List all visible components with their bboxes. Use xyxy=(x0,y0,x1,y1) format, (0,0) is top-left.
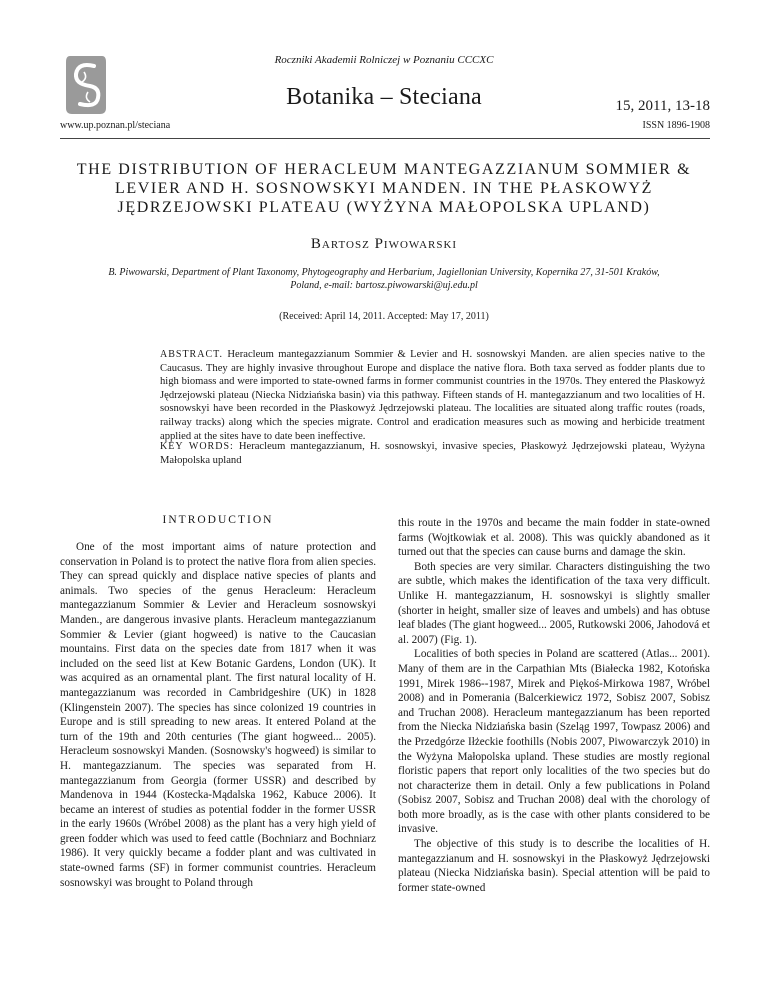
abstract-label: ABSTRACT. xyxy=(160,349,223,360)
keywords-text: Heracleum mantegazzianum, H. sosnowskyi, invasive species, Płaskowyż Jędrzejowski plateau, Wyżyna Małopolska upland xyxy=(160,441,705,466)
abstract-text: Heracleum mantegazzianum Sommier & Levier and H. sosnowskyi Manden. are alien species native to the Caucasus. They are highly invasive throughout Europe and displace the native flora. Both taxa served as fodder plants due to high biomass and were imported to state-owned farms in former communist countries in the 1970s. They entered the Płaskowyż Jędrzejowski plateau (Niecka Nidziańska basin) via this pathway. Fifteen stands of H. mantegazzianum and two localities of H. sosnowskyi have been recorded in the Płaskowyż Jędrzejowski plateau. The localities are situated along traffic routes (roads, railway tracks) along which the species migrate. Control and eradication measures such as mowing and herbicide treatment applied at the sites have to date been ineffective. xyxy=(160,349,705,442)
author-name: Bartosz Piwowarski xyxy=(310,236,458,252)
journal-series: Roczniki Akademii Rolniczej w Poznaniu CCCXC xyxy=(274,54,494,66)
header-divider xyxy=(60,138,710,139)
keywords-label: KEY WORDS: xyxy=(160,441,234,452)
author-affiliation: B. Piwowarski, Department of Plant Taxonomy, Phytogeography and Herbarium, Jagiellonian University, Kopernika 27, 31-501 Kraków, Poland, e-mail: bartosz.piwowarski@uj.edu.pl xyxy=(108,267,660,291)
received-dates: (Received: April 14, 2011. Accepted: May 17, 2011) xyxy=(279,311,489,322)
issn: ISSN 1896-1908 xyxy=(642,120,710,131)
body-paragraph: The objective of this study is to describe the localities of H. mantegazzianum and H. sosnowskyi in the Płaskowyż Jędrzejowski plateau (Niecka Nidziańska basin). Special attention will be paid to former state-owned xyxy=(398,838,710,894)
left-column xyxy=(60,540,376,890)
article-title: THE DISTRIBUTION OF HERACLEUM MANTEGAZZIANUM SOMMIER & LEVIER AND H. SOSNOWSKYI MANDEN. IN THE PŁASKOWYŻ JĘDRZEJOWSKI PLATEAU (WYŻYNA MAŁOPOLSKA UPLAND) xyxy=(76,161,692,216)
right-column xyxy=(398,516,710,895)
body-paragraph: Localities of both species in Poland are scattered (Atlas... 2001). Many of them are in the Carpathian Mts (Białecka 1982, Kotońska 1991, Mirek 1986--1987, Mirek and Piękoś-Mirkowa 1987, Wróbel 2008) and in Pomerania (Balcerkiewicz 1972, Sobisz 2007, Sobisz and Truchan 2008). Heracleum mantegazzianum has been reported from the Niecka Nidziańska basin (Szeląg 1997, Towpasz 2006) and the Przedgórze Iłżeckie foothills (Nobis 2007, Piwowarczyk 2010) in the Wyżyna Małopolska upland. These studies are mostly regional floristic papers that report only localities of the two species but do not characterize them in detail. Only a few publications in Poland (Sobisz 2007, Sobisz and Truchan 2008) deal with the chorology of both more broadly, as is the case with other plants considered to be invasive. xyxy=(398,648,710,836)
journal-title: Botanika – Steciana xyxy=(286,84,482,110)
body-paragraph: One of the most important aims of nature protection and conservation in Poland is to protect the native flora from alien species. They can spread quickly and displace native species of plants and animals. Two species of the genus Heracleum: Heracleum mantegazzianum Sommier & Levier and Heracleum sosnowskyi Manden., are dangerous invasive plants. Heracleum mantegazzianum Sommier & Levier (giant hogweed) is native to the Caucasian mountains. First data on the species date from 1817 when it was included on the seed list at Kew Botanic Gardens, London (UK). It was acquired as an ornamental plant. The first natural locality of H. mantegazzianum was recorded in Cambridgeshire (UK) in 1828 (Klingenstein 2007). The species has since colonized 19 countries in Europe and is still spreading to new areas. It entered Poland at the turn of the 19th and 20th centuries (The giant hogweed... 2005). Heracleum sosnowskyi Manden. (Sosnowsky's hogweed) is similar to H. mantegazzianum. The species was separated from H. mantegazzianum from Georgia (former USSR) and described by Mandenova in 1944 (Kostecka-Mądalska 1962, Kabuce 2006). It became an interest of studies as potential fodder in the former USSR in the early 1960s (Wróbel 2008) as the plant has a very high yield of green fodder which was used to feed cattle (Bochniarz and Bochniarz 1986). It very quickly became a fodder plant and was cultivated in state-owned farms (SF) in former communist countries. Heracleum sosnowskyi was brought to Poland through xyxy=(60,541,376,889)
abstract xyxy=(160,348,705,443)
body-paragraph: Both species are very similar. Characters distinguishing the two are subtle, which makes the identification of the taxa very difficult. Unlike H. mantegazzianum, H. sosnowskyi is slightly smaller (shorter in height, smaller size of leaves and umbels) and has obtuse leaf blades (The giant hogweed... 2005, Rutkowski 2006, Jahodová et al. 2007) (Fig. 1). xyxy=(398,560,710,646)
journal-website-link[interactable]: www.up.poznan.pl/steciana xyxy=(60,120,171,131)
keywords xyxy=(160,440,705,467)
body-paragraph: this route in the 1970s and became the main fodder in state-owned farms (Wojtkowiak et al. 2008). This was quickly abandoned as it turned out that the species can cause burns and damage the skin. xyxy=(398,517,710,559)
volume-pages: 15, 2011, 13-18 xyxy=(615,98,710,114)
section-heading-introduction: INTRODUCTION xyxy=(162,514,274,526)
